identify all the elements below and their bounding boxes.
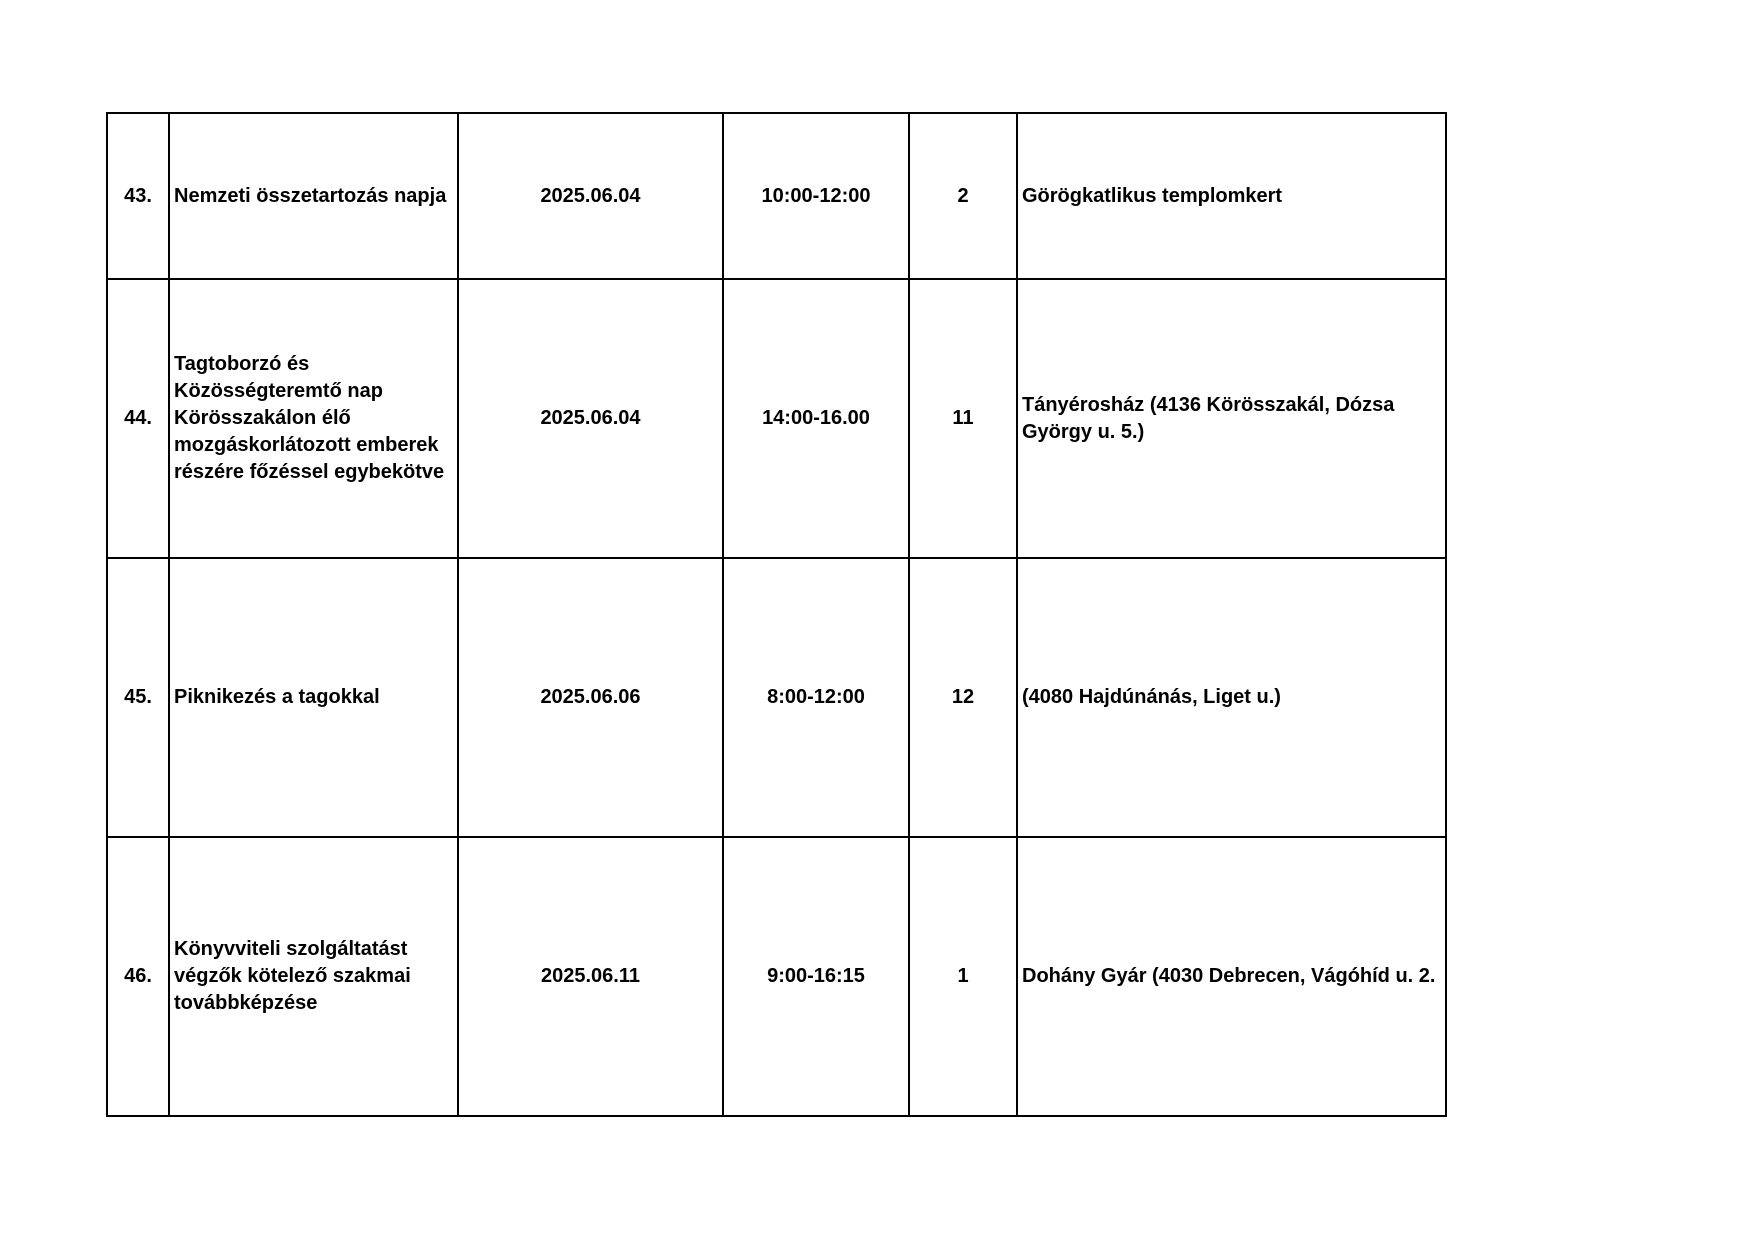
event-place-cell (1017, 279, 1446, 558)
row-number: 44. (107, 279, 169, 558)
event-date: 2025.06.06 (458, 558, 723, 837)
event-place: Dohány Gyár (4030 Debrecen, Vágóhíd u. 2. (1022, 965, 1436, 987)
event-place-cell (1017, 837, 1446, 1116)
event-place-cell (1017, 113, 1446, 279)
event-place: Görögkatlikus templomkert (1022, 184, 1283, 207)
event-time: 9:00-16:15 (723, 837, 909, 1116)
event-time: 8:00-12:00 (723, 558, 909, 837)
participant-count: 11 (909, 279, 1017, 558)
event-date: 2025.06.04 (458, 113, 723, 279)
row-number: 46. (107, 837, 169, 1116)
table-row (107, 113, 1446, 279)
row-number: 45. (107, 558, 169, 837)
event-time: 10:00-12:00 (723, 113, 909, 279)
event-name: Piknikezés a tagokkal (174, 686, 380, 708)
participant-count: 2 (909, 113, 1017, 279)
event-name-cell (169, 279, 458, 558)
table-row (107, 837, 1446, 1116)
events-table (106, 112, 1447, 1117)
table-row (107, 558, 1446, 837)
table-row (107, 279, 1446, 558)
event-place: Tányérosház (4136 Körösszakál, Dózsa György u. 5.) (1022, 393, 1395, 443)
event-time: 14:00-16.00 (723, 279, 909, 558)
event-place: (4080 Hajdúnánás, Liget u.) (1022, 686, 1281, 708)
participant-count: 12 (909, 558, 1017, 837)
event-name-cell (169, 837, 458, 1116)
event-name: Könyvviteli szolgáltatást végzők kötelező szakmai továbbképzése (174, 938, 411, 1014)
event-place-cell (1017, 558, 1446, 837)
event-date: 2025.06.11 (458, 837, 723, 1116)
participant-count: 1 (909, 837, 1017, 1116)
event-name-cell (169, 113, 458, 279)
event-name: Tagtoborzó és Közösségteremtő nap Körösszakálon élő mozgáskorlátozott emberek részére főzéssel egybekötve (174, 353, 445, 483)
event-name-cell (169, 558, 458, 837)
event-date: 2025.06.04 (458, 279, 723, 558)
event-name: Nemzeti összetartozás napja (174, 184, 447, 207)
row-number: 43. (107, 113, 169, 279)
